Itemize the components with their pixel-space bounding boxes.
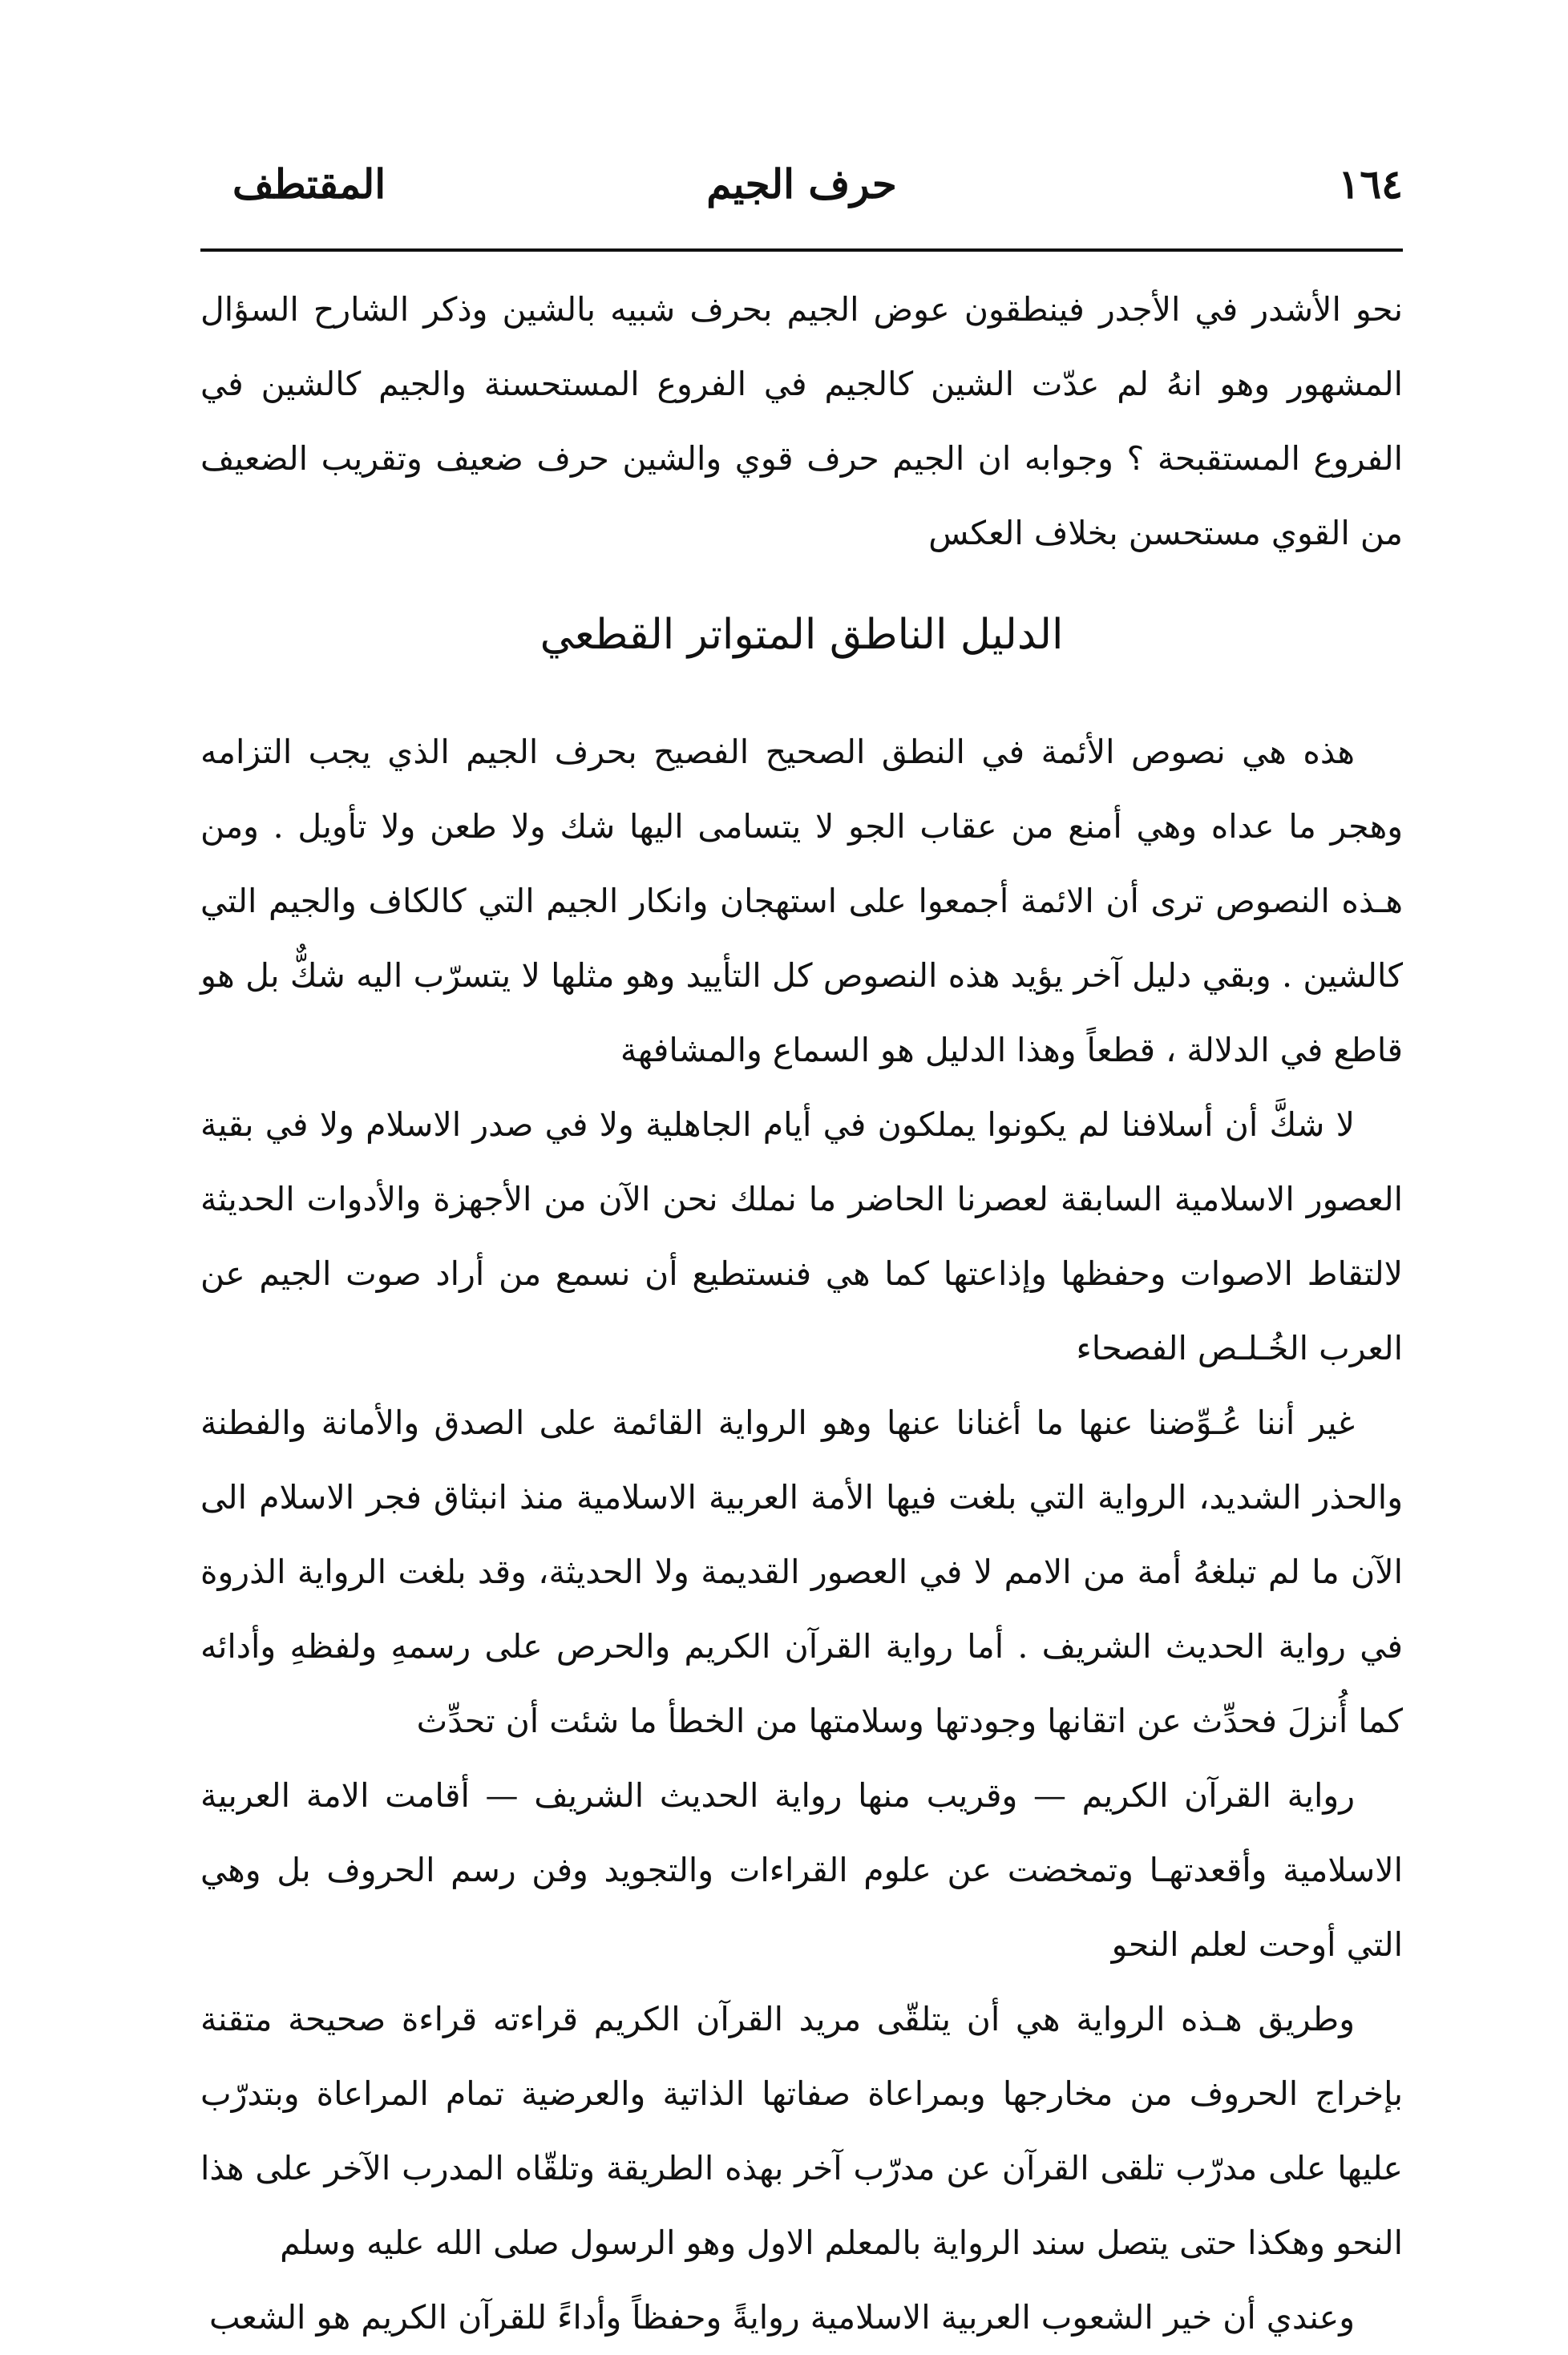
paragraph-continued: نحو الأشدر في الأجدر فينطقون عوض الجيم بحرف شبيه بالشين وذكر الشارح السؤال المشهور وهو انهُ لم عدّت الشين كالجيم في الفروع المستحسنة والجيم كالشين في الفروع المستقبحة ؟ وجوابه ان الجيم حرف قوي والشين حرف ضعيف وتقريب الضعيف من القوي مستحسن بخلاف العكس <box>200 290 1403 552</box>
paragraph: غير أننا عُـوِّضنا عنها ما أغنانا عنها وهو الرواية القائمة على الصدق والأمانة والفطنة والحذر الشديد، الرواية التي بلغت فيها الأمة العربية الاسلامية منذ انبثاق فجر الاسلام الى الآن ما لم تبلغهُ أمة من الامم لا في العصور القديمة ولا الحديثة، وقد بلغت الرواية الذروة في رواية الحديث الشريف . أما رواية القرآن الكريم والحرص على رسمهِ ولفظهِ وأدائه كما أُنزلَ فحدِّث عن اتقانها وجودتها وسلامتها من الخطأ ما شئت أن تحدِّث <box>200 1404 1403 1740</box>
paragraph: هذه هي نصوص الأئمة في النطق الصحيح الفصيح بحرف الجيم الذي يجب التزامه وهجر ما عداه وهي أمنع من عقاب الجو لا يتسامى اليها شك ولا طعن ولا تأويل . ومن هـذه النصوص ترى أن الائمة أجمعوا على استهجان وانكار الجيم التي كالكاف والجيم التي كالشين . وبقي دليل آخر يؤيد هذه النصوص كل التأييد وهو مثلها لا يتسرّب اليه شكٌّ بل هو قاطع في الدلالة ، قطعاً وهذا الدليل هو السماع والمشافهة <box>200 733 1403 1069</box>
page-number: ١٦٤ <box>1338 160 1403 208</box>
document-page <box>200 144 1403 2337</box>
running-header <box>200 160 1403 232</box>
body-text <box>200 273 1403 2355</box>
section-heading: الدليل الناطق المتواتر القطعي <box>540 611 1064 659</box>
paragraph: وعندي أن خير الشعوب العربية الاسلامية روايةً وحفظاً وأداءً للقرآن الكريم هو الشعب <box>208 2298 1355 2337</box>
paragraph: لا شكَّ أن أسلافنا لم يكونوا يملكون في أيام الجاهلية ولا في صدر الاسلام ولا في بقية العصور الاسلامية السابقة لعصرنا الحاضر ما نملك نحن الآن من الأجهزة والأدوات الحديثة لالتقاط الاصوات وحفظها وإذاعتها كما هي فنستطيع أن نسمع من أراد صوت الجيم عن العرب الخُـلـص الفصحاء <box>200 1105 1403 1367</box>
header-rule <box>200 248 1403 252</box>
journal-name: المقتطف <box>232 160 386 208</box>
paragraph: رواية القرآن الكريم — وقريب منها رواية الحديث الشريف — أقامت الامة العربية الاسلامية وأقعدتهـا وتمخضت عن علوم القراءات والتجويد وفن رسم الحروف بل وهي التي أوحت لعلم النحو <box>200 1776 1403 1964</box>
section-title: حرف الجيم <box>706 160 897 208</box>
paragraph: وطريق هـذه الرواية هي أن يتلقّى مريد القرآن الكريم قراءته قراءة صحيحة متقنة بإخراج الحروف من مخارجها وبمراعاة صفاتها الذاتية والعرضية تمام المراعاة وبتدرّب عليها على مدرّب تلقى القرآن عن مدرّب آخر بهذه الطريقة وتلقّاه المدرب الآخر على هذا النحو وهكذا حتى يتصل سند الرواية بالمعلم الاول وهو الرسول صلى الله عليه وسلم <box>200 2000 1403 2262</box>
